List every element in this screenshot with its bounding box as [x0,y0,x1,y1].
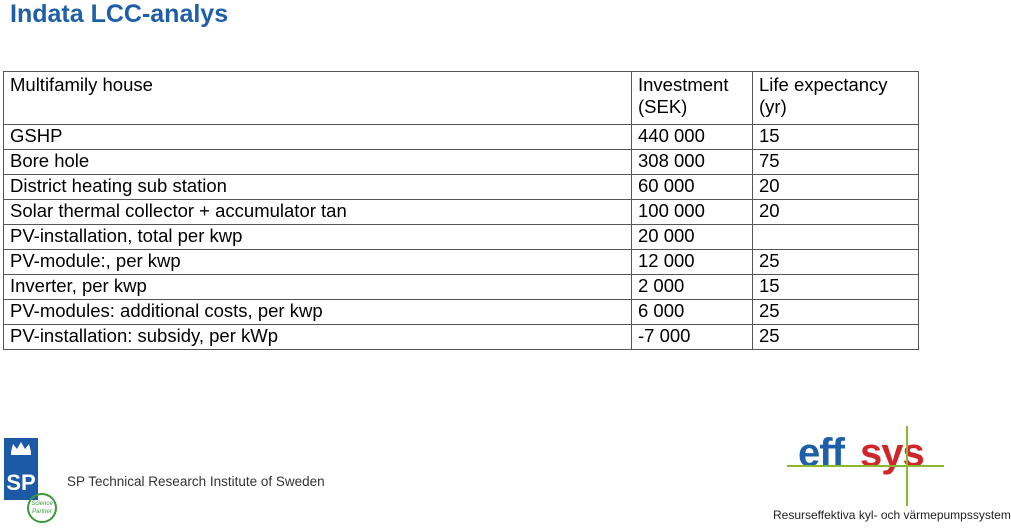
page-title: Indata LCC-analys [10,0,229,28]
table-row [4,200,919,225]
header-life [753,72,919,125]
cell-item: PV-installation, total per kwp [4,225,632,250]
svg-text:sys: sys [860,431,924,475]
cell-item: PV-modules: additional costs, per kwp [4,300,632,325]
cell-item: Solar thermal collector + accumulator tan [4,200,632,225]
header-item [4,72,632,125]
table-row [4,300,919,325]
header-investment-line2: (SEK) [638,96,688,117]
cell-investment: 20 000 [632,225,753,250]
table-row [4,275,919,300]
cell-investment: 60 000 [632,175,753,200]
table-row [4,175,919,200]
svg-text:SP: SP [6,470,36,495]
sp-logo [2,436,62,524]
lcc-table [3,71,919,350]
table-row [4,150,919,175]
cell-life: 25 [753,300,919,325]
table-row [4,225,919,250]
cell-life: 25 [753,325,919,350]
cell-item: Inverter, per kwp [4,275,632,300]
science-partner-seal [28,494,56,522]
effsys-tagline: Resurseffektiva kyl- och värmepumpssystem [773,508,1011,522]
cell-life: 25 [753,250,919,275]
header-investment [632,72,753,125]
cell-investment: 2 000 [632,275,753,300]
table-header-row [4,72,919,125]
table-row [4,250,919,275]
header-investment-line1: Investment [638,74,729,95]
cell-investment: 12 000 [632,250,753,275]
cell-item: District heating sub station [4,175,632,200]
cell-item: PV-module:, per kwp [4,250,632,275]
header-life-line2: (yr) [759,96,787,117]
header-item-label: Multifamily house [10,74,153,95]
cell-investment: -7 000 [632,325,753,350]
table-row [4,325,919,350]
cell-life: 20 [753,175,919,200]
table-row [4,125,919,150]
sp-institute-name: SP Technical Research Institute of Sweden [67,474,325,489]
cell-life: 75 [753,150,919,175]
cell-item: PV-installation: subsidy, per kWp [4,325,632,350]
cell-life: 15 [753,125,919,150]
cell-investment: 100 000 [632,200,753,225]
svg-text:Science: Science [31,501,53,507]
cell-investment: 6 000 [632,300,753,325]
cell-life [753,225,919,250]
cell-item: Bore hole [4,150,632,175]
header-life-line1: Life expectancy [759,74,888,95]
cell-life: 15 [753,275,919,300]
svg-text:eff: eff [798,431,844,475]
cell-investment: 440 000 [632,125,753,150]
cell-item: GSHP [4,125,632,150]
svg-text:Partner: Partner [32,509,52,515]
cell-investment: 308 000 [632,150,753,175]
cell-life: 20 [753,200,919,225]
